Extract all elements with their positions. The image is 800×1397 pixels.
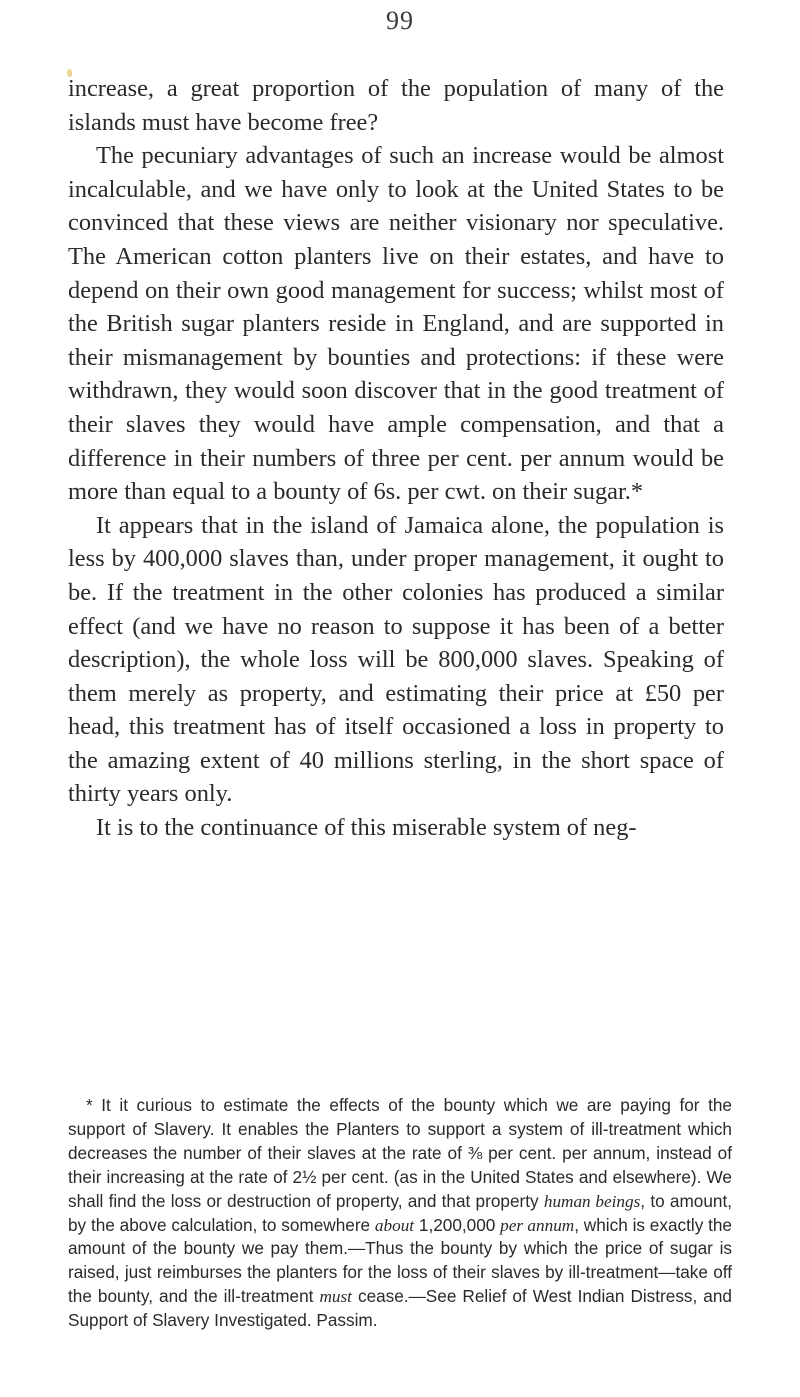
footnote-emphasis: human beings (543, 1191, 641, 1211)
body-text (68, 72, 724, 845)
paragraph-continuance: It is to the continuance of this miserable system of neg- (96, 814, 637, 842)
footnote-segment: , to amount, by the above calculation, to somewhere (68, 1190, 732, 1235)
footnote-emphasis: about (374, 1215, 415, 1235)
paragraph-jamaica-population: It appears that in the island of Jamaica alone, the population is less by 400,000 slaves than, under proper management, it ought to be. If the treatment in the other colonies has produced a similar effect (and we have no reason to suppose it has been of a better description), the whole loss will be 800,000 slaves. Speaking of them merely as property, and estimating their price at £50 per head, this treatment has of itself occasioned a loss in property to the amazing extent of 40 millions sterling, in the short space of thirty years only. (68, 511, 724, 808)
footnote-emphasis: per annum (500, 1215, 575, 1235)
footnote (68, 1094, 732, 1333)
footnote-segment: , which is exactly the amount of the bounty we pay them.—Thus the bounty by which the price of sugar is raised, just reimburses the planters for the loss of their slaves by ill-treatment—take off the bounty, and the ill-treatment (68, 1214, 732, 1307)
footnote-segment: cease.—See Relief of West Indian Distress, and Support of Slavery Investigated. Passim. (68, 1286, 732, 1331)
paragraph-pecuniary-advantages: The pecuniary advantages of such an increase would be almost incalculable, and we have only to look at the United States to be convinced that these views are neither visionary nor speculative. The American cotton planters live on their estates, and have to depend on their own good management for success; whilst most of the British sugar planters reside in England, and are supported in their mismanagement by bounties and protections: if these were withdrawn, they would soon discover that in the good treatment of their slaves they would have ample compensation, and that a difference in their numbers of three per cent. per annum would be more than equal to a bounty of 6s. per cwt. on their sugar.* (68, 142, 724, 506)
footnote-segment: It it curious to estimate the effects of the bounty which we are paying for the support of Slavery. It enables the Planters to support a system of ill-treatment which decreases the number of their slaves at the rate of ⅜ per cent. per annum, instead of their increasing at the rate of 2½ per cent. (as in the United States and elsewhere). We shall find the loss or destruction of property, and that property (68, 1095, 732, 1211)
footnote-marker: * (86, 1095, 93, 1115)
paragraph-continuation: increase, a great proportion of the population of many of the islands must have become free? (68, 75, 724, 136)
footnote-segment: 1,200,000 (414, 1214, 501, 1235)
page-number: 99 (386, 6, 414, 35)
footnote-text (68, 1094, 732, 1333)
footnote-emphasis: must (319, 1287, 352, 1307)
